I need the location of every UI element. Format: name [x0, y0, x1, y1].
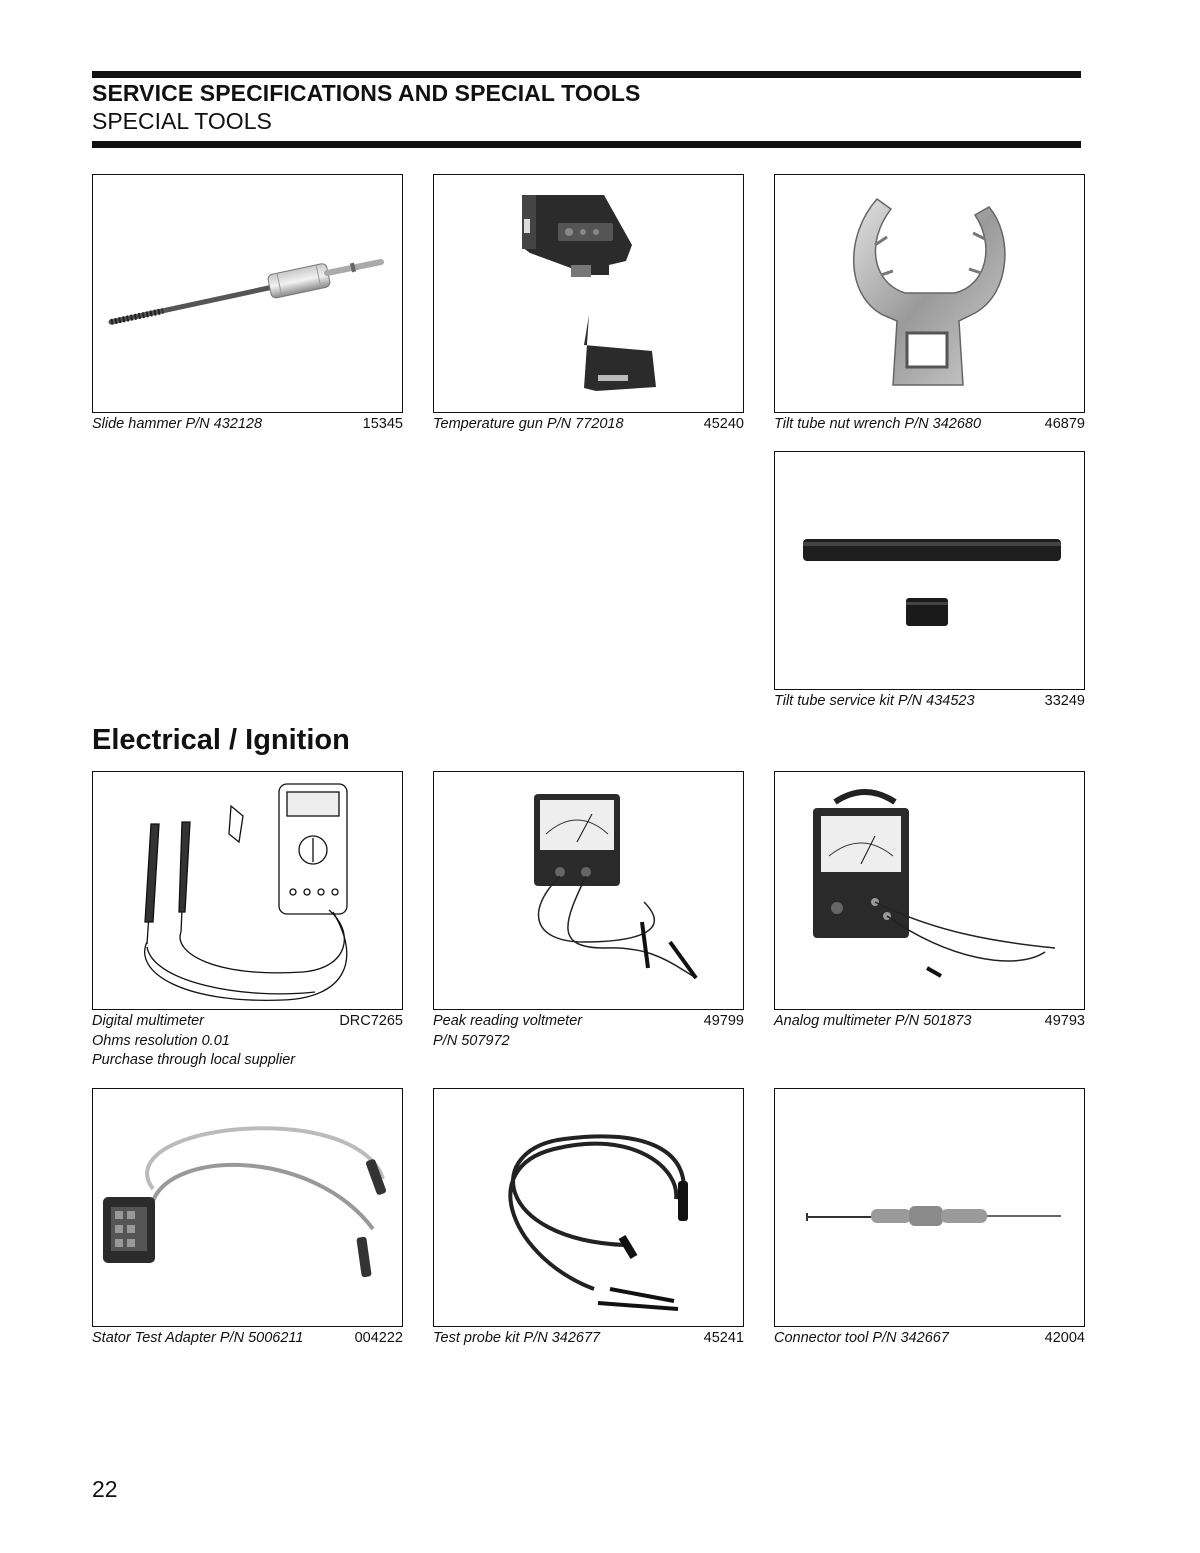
tool-image-frame [92, 771, 403, 1010]
digital-multimeter-icon [93, 772, 402, 1009]
tool-image-frame [774, 451, 1085, 690]
tool-caption [774, 692, 1085, 712]
tool-figure-number: 004222 [354, 1330, 403, 1346]
tool-image-frame [774, 174, 1085, 413]
slide-hammer-icon [93, 175, 402, 412]
peak-voltmeter-icon [434, 772, 743, 1009]
tool-caption-line: Test probe kit P/N 342677 [433, 1330, 601, 1346]
tool-figure-number: 15345 [362, 416, 403, 432]
tool-figure-number: 45240 [703, 416, 744, 432]
page-header-title: SERVICE SPECIFICATIONS AND SPECIAL TOOLS [92, 80, 641, 106]
tool-image-frame [92, 1088, 403, 1327]
page-number: 22 [92, 1476, 118, 1502]
tool-caption-line: Digital multimeter [92, 1013, 204, 1029]
tool-caption-line: Analog multimeter P/N 501873 [774, 1013, 972, 1029]
tool-image-frame [433, 1088, 744, 1327]
tool-caption [433, 1012, 744, 1051]
tool-caption [433, 1329, 744, 1349]
temperature-gun-icon [434, 175, 743, 412]
tool-caption-line: Peak reading voltmeter [433, 1013, 583, 1029]
header-rule-bottom [92, 141, 1081, 148]
tool-caption-line: Connector tool P/N 342667 [774, 1330, 949, 1346]
tool-image-frame [774, 771, 1085, 1010]
tool-caption [774, 1012, 1085, 1032]
tool-caption [92, 1012, 403, 1071]
analog-multimeter-icon [775, 772, 1084, 1009]
tool-caption-line: Stator Test Adapter P/N 5006211 [92, 1330, 304, 1346]
tool-caption [92, 415, 403, 435]
tool-caption-line: P/N 507972 [433, 1032, 510, 1049]
tool-caption-line: Slide hammer P/N 432128 [92, 416, 263, 432]
tool-image-frame [92, 174, 403, 413]
tool-caption [774, 415, 1085, 435]
page-header-subtitle: SPECIAL TOOLS [92, 108, 272, 134]
tool-caption-line: Purchase through local supplier [92, 1052, 296, 1068]
tool-caption-line: Tilt tube nut wrench P/N 342680 [774, 416, 982, 432]
connector-tool-icon [775, 1089, 1084, 1326]
tool-image-frame [433, 771, 744, 1010]
tool-caption-line: Tilt tube service kit P/N 434523 [774, 693, 975, 709]
tool-image-frame [774, 1088, 1085, 1327]
tool-caption [433, 415, 744, 435]
tool-image-frame [433, 174, 744, 413]
tool-caption [92, 1329, 403, 1349]
tool-figure-number: 33249 [1044, 693, 1085, 709]
tool-caption [774, 1329, 1085, 1349]
section-heading: Electrical / Ignition [92, 724, 350, 756]
tool-figure-number: 42004 [1044, 1330, 1085, 1346]
test-probe-icon [434, 1089, 743, 1326]
tube-and-sleeve-icon [775, 452, 1084, 689]
tool-figure-number: 46879 [1044, 416, 1085, 432]
header-rule-top [92, 71, 1081, 78]
tool-figure-number: 49799 [703, 1013, 744, 1029]
tool-caption-line: Ohms resolution 0.01 [92, 1032, 230, 1049]
crowfoot-wrench-icon [775, 175, 1084, 412]
tool-figure-number: 45241 [703, 1330, 744, 1346]
tool-figure-number: 49793 [1044, 1013, 1085, 1029]
stator-adapter-icon [93, 1089, 402, 1326]
tool-caption-line: Temperature gun P/N 772018 [433, 416, 624, 432]
tool-figure-number: DRC7265 [339, 1013, 403, 1029]
